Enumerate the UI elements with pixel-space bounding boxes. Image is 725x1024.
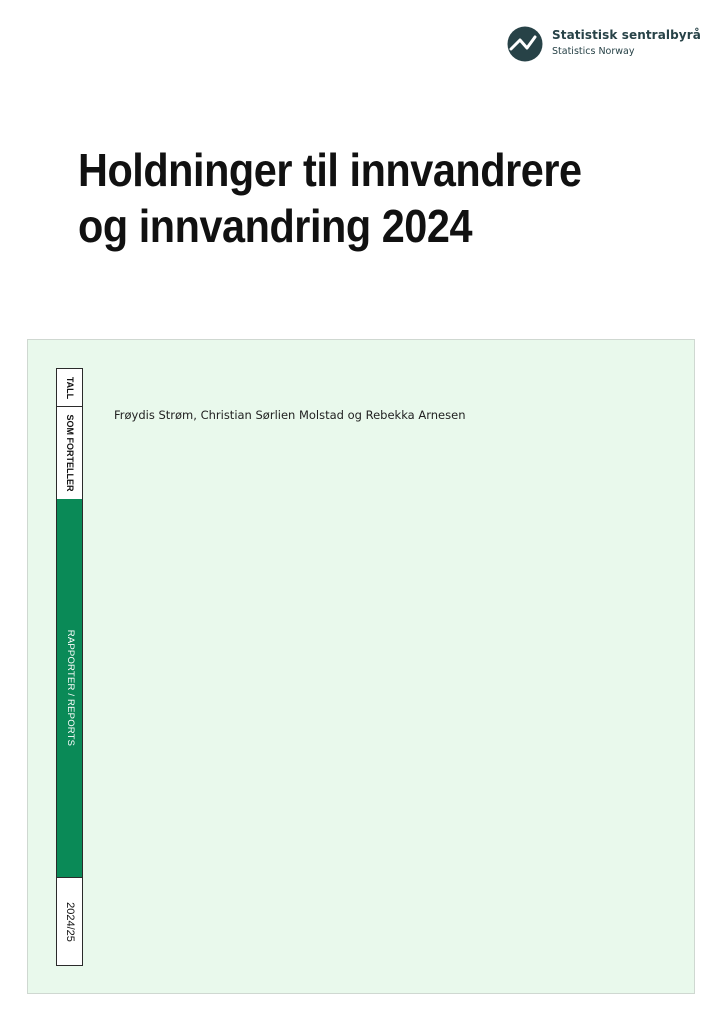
ssb-logo [507,25,707,63]
cover-panel [27,339,695,994]
spine-tall-label: TALL [64,376,75,399]
spine-segment-som-forteller [57,407,82,499]
spine-som-forteller-label: SOM FORTELLER [64,414,75,492]
report-title: Holdninger til innvandrere og innvandring 2024 [78,144,582,252]
logo-subtitle: Statistics Norway [552,46,635,57]
spine-bar [56,368,83,966]
logo-name: Statistisk sentralbyrå [552,28,701,42]
spine-number-label: 2024/25 [63,901,76,942]
spine-segment-number [57,877,82,965]
ssb-logo-icon [507,26,543,62]
spine-segment-series [57,499,82,877]
spine-series-label: RAPPORTER / REPORTS [64,629,76,747]
spine-segment-tall [57,369,82,407]
authors: Frøydis Strøm, Christian Sørlien Molstad og Rebekka Arnesen [114,408,466,422]
